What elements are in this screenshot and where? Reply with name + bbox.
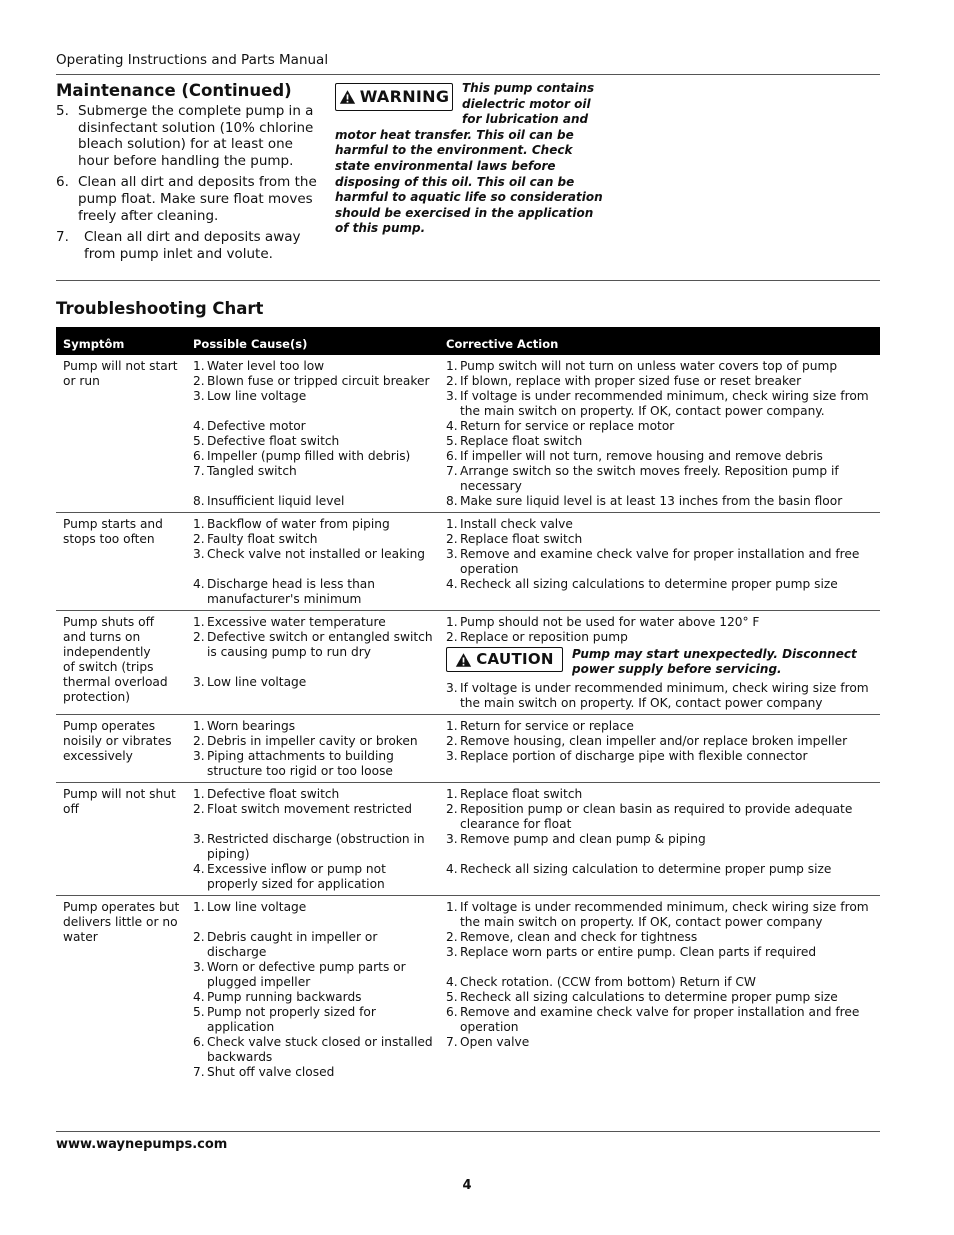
cause-item xyxy=(193,802,439,817)
action-item xyxy=(446,900,880,930)
cause-text: Low line voltage xyxy=(207,900,307,914)
cause-item xyxy=(193,434,439,449)
action-item xyxy=(446,615,880,630)
spacer xyxy=(193,479,439,494)
cause-number: 3. xyxy=(193,832,205,846)
cause-text: Insufficient liquid level xyxy=(207,494,345,508)
actions-cell xyxy=(439,719,880,779)
table-row xyxy=(56,513,880,611)
cause-number: 3. xyxy=(193,675,205,689)
action-text: Reposition pump or clean basin as required to provide adequate clearance for float xyxy=(460,802,853,831)
action-text: Check rotation. (CCW from bottom) Return if CW xyxy=(460,975,756,989)
page-number: 4 xyxy=(462,1178,472,1193)
action-text: Return for service or replace motor xyxy=(460,419,675,433)
warning-text: This pump contains dielectric motor oil for lubrication and motor heat transfer. This oil can be harmful to the environment. Check state environmental laws before disposing of this oil. This oil can be harmful to aquatic life so consideration should be exercised in the application of this pump. xyxy=(335,81,603,236)
action-number: 6. xyxy=(446,1005,458,1019)
spacer xyxy=(446,960,880,975)
cause-number: 8. xyxy=(193,494,205,508)
warning-notice xyxy=(335,81,605,237)
action-number: 4. xyxy=(446,862,458,876)
cause-number: 1. xyxy=(193,615,205,629)
action-item xyxy=(446,374,880,389)
action-item xyxy=(446,930,880,945)
cause-text: Excessive inflow or pump not properly sized for application xyxy=(207,862,386,891)
action-number: 3. xyxy=(446,389,458,403)
warning-badge: WARNING xyxy=(335,83,453,111)
cause-text: Float switch movement restricted xyxy=(207,802,413,816)
cause-number: 3. xyxy=(193,749,205,763)
website-link[interactable]: www.waynepumps.com xyxy=(56,1137,228,1152)
cause-text: Worn bearings xyxy=(207,719,296,733)
spacer xyxy=(193,817,439,832)
caution-badge xyxy=(446,647,563,672)
cause-text: Check valve not installed or leaking xyxy=(207,547,426,561)
action-item xyxy=(446,734,880,749)
cause-number: 2. xyxy=(193,630,205,644)
cause-number: 4. xyxy=(193,419,205,433)
action-text: If voltage is under recommended minimum, check wiring size from the main switch on property. If OK, contact power company xyxy=(460,900,869,929)
cause-text: Pump running backwards xyxy=(207,990,362,1004)
action-item xyxy=(446,681,880,711)
cause-number: 7. xyxy=(193,1065,205,1079)
maintenance-steps xyxy=(56,103,324,262)
action-text: Replace float switch xyxy=(460,532,583,546)
cause-number: 7. xyxy=(193,464,205,478)
action-number: 6. xyxy=(446,449,458,463)
cause-number: 1. xyxy=(193,359,205,373)
causes-cell xyxy=(186,719,439,779)
spacer xyxy=(193,562,439,577)
action-text: If voltage is under recommended minimum, check wiring size from the main switch on property. If OK, contact power company. xyxy=(460,389,869,418)
causes-cell xyxy=(186,517,439,607)
symptom-cell: Pump will not start or run xyxy=(63,359,178,388)
cause-text: Water level too low xyxy=(207,359,325,373)
action-text: Replace worn parts or entire pump. Clean parts if required xyxy=(460,945,817,959)
action-number: 2. xyxy=(446,630,458,644)
symptom-cell: Pump will not shut off xyxy=(63,787,176,816)
caution-text: Pump may start unexpectedly. Disconnect power supply before servicing. xyxy=(572,647,857,676)
action-number: 2. xyxy=(446,532,458,546)
action-text: Arrange switch so the switch moves freely. Reposition pump if necessary xyxy=(460,464,839,493)
cause-number: 1. xyxy=(193,719,205,733)
maintenance-title: Maintenance (Continued) xyxy=(56,81,292,100)
action-text: Recheck all sizing calculations to determine proper pump size xyxy=(460,990,838,1004)
cause-item xyxy=(193,494,439,509)
cause-text: Defective motor xyxy=(207,419,306,433)
document-header: Operating Instructions and Parts Manual xyxy=(56,52,329,68)
cause-number: 2. xyxy=(193,802,205,816)
action-number: 3. xyxy=(446,547,458,561)
causes-cell xyxy=(186,615,439,711)
cause-number: 4. xyxy=(193,990,205,1004)
cause-item xyxy=(193,675,439,690)
cause-item xyxy=(193,1035,439,1065)
cause-text: Backflow of water from piping xyxy=(207,517,390,531)
table-row xyxy=(56,611,880,715)
action-text: Remove, clean and check for tightness xyxy=(460,930,698,944)
spacer xyxy=(193,404,439,419)
action-item xyxy=(446,419,880,434)
troubleshooting-title: Troubleshooting Chart xyxy=(56,299,264,318)
cause-number: 1. xyxy=(193,517,205,531)
action-item xyxy=(446,787,880,802)
maintenance-step: 5. Submerge the complete pump in a disinfectant solution (10% chlorine bleach solution) for at least one hour before handling the pump. xyxy=(56,103,314,169)
cause-item xyxy=(193,517,439,532)
action-item xyxy=(446,577,880,592)
actions-cell xyxy=(439,787,880,892)
cause-item xyxy=(193,359,439,374)
action-item xyxy=(446,449,880,464)
action-item xyxy=(446,494,880,509)
causes-cell xyxy=(186,359,439,509)
causes-cell xyxy=(186,787,439,892)
caution-notice xyxy=(446,647,880,677)
cause-text: Pump not properly sized for application xyxy=(207,1005,376,1034)
table-row xyxy=(56,783,880,896)
maintenance-step: 6. Clean all dirt and deposits from the pump float. Make sure float moves freely after cleaning. xyxy=(56,174,317,224)
caution-label: CAUTION xyxy=(476,650,554,668)
table-row xyxy=(56,355,880,513)
cause-text: Debris caught in impeller or discharge xyxy=(207,930,378,959)
cause-text: Debris in impeller cavity or broken xyxy=(207,734,418,748)
footer-divider xyxy=(56,1131,880,1132)
action-text: Replace or reposition pump xyxy=(460,630,628,644)
cause-number: 2. xyxy=(193,930,205,944)
cause-item xyxy=(193,960,439,990)
action-number: 1. xyxy=(446,359,458,373)
symptom-cell: Pump operates noisily or vibrates excessively xyxy=(63,719,172,763)
cause-number: 3. xyxy=(193,960,205,974)
cause-number: 1. xyxy=(193,787,205,801)
action-item xyxy=(446,547,880,577)
action-text: Return for service or replace xyxy=(460,719,634,733)
cause-text: Defective float switch xyxy=(207,434,340,448)
table-row xyxy=(56,715,880,783)
action-number: 3. xyxy=(446,832,458,846)
action-number: 2. xyxy=(446,374,458,388)
cause-number: 5. xyxy=(193,434,205,448)
action-text: If impeller will not turn, remove housing and remove debris xyxy=(460,449,823,463)
action-item xyxy=(446,630,880,645)
action-text: Open valve xyxy=(460,1035,530,1049)
cause-text: Impeller (pump filled with debris) xyxy=(207,449,411,463)
warning-triangle-icon xyxy=(339,89,356,105)
action-item xyxy=(446,832,880,847)
cause-text: Low line voltage xyxy=(207,389,307,403)
section-divider xyxy=(56,280,880,281)
cause-number: 1. xyxy=(193,900,205,914)
action-item xyxy=(446,464,880,494)
cause-item xyxy=(193,389,439,404)
action-number: 4. xyxy=(446,975,458,989)
action-text: Recheck all sizing calculations to determine proper pump size xyxy=(460,577,838,591)
cause-item xyxy=(193,900,439,915)
cause-number: 5. xyxy=(193,1005,205,1019)
symptom-cell: Pump operates but delivers little or no water xyxy=(63,900,180,944)
cause-item xyxy=(193,787,439,802)
cause-item xyxy=(193,577,439,607)
header-actions: Corrective Action xyxy=(446,337,559,351)
cause-text: Defective float switch xyxy=(207,787,340,801)
action-text: Remove and examine check valve for proper installation and free operation xyxy=(460,547,860,576)
action-text: If blown, replace with proper sized fuse or reset breaker xyxy=(460,374,802,388)
action-item xyxy=(446,359,880,374)
cause-number: 6. xyxy=(193,1035,205,1049)
action-number: 5. xyxy=(446,990,458,1004)
action-item xyxy=(446,990,880,1005)
cause-text: Blown fuse or tripped circuit breaker xyxy=(207,374,430,388)
action-number: 1. xyxy=(446,900,458,914)
cause-item xyxy=(193,734,439,749)
spacer xyxy=(193,915,439,930)
cause-item xyxy=(193,615,439,630)
action-item xyxy=(446,434,880,449)
spacer xyxy=(446,847,880,862)
action-number: 1. xyxy=(446,787,458,801)
cause-text: Discharge head is less than manufacturer's minimum xyxy=(207,577,375,606)
action-text: Pump switch will not turn on unless water covers top of pump xyxy=(460,359,838,373)
cause-item xyxy=(193,1005,439,1035)
table-body xyxy=(56,355,880,1083)
action-item xyxy=(446,975,880,990)
action-number: 2. xyxy=(446,734,458,748)
action-text: Remove housing, clean impeller and/or replace broken impeller xyxy=(460,734,848,748)
action-item xyxy=(446,749,880,764)
action-number: 3. xyxy=(446,681,458,695)
cause-number: 2. xyxy=(193,532,205,546)
action-item xyxy=(446,389,880,419)
cause-text: Restricted discharge (obstruction in piping) xyxy=(207,832,425,861)
spacer xyxy=(193,660,439,675)
action-text: Replace portion of discharge pipe with flexible connector xyxy=(460,749,808,763)
action-number: 8. xyxy=(446,494,458,508)
cause-number: 4. xyxy=(193,862,205,876)
action-text: Replace float switch xyxy=(460,434,583,448)
cause-number: 3. xyxy=(193,547,205,561)
cause-item xyxy=(193,862,439,892)
action-item xyxy=(446,532,880,547)
cause-item xyxy=(193,630,439,660)
action-number: 3. xyxy=(446,749,458,763)
action-text: If voltage is under recommended minimum, check wiring size from the main switch on property. If OK, contact power company xyxy=(460,681,869,710)
maintenance-section xyxy=(56,81,324,267)
cause-number: 2. xyxy=(193,734,205,748)
action-number: 2. xyxy=(446,802,458,816)
actions-cell xyxy=(439,615,880,711)
cause-text: Defective switch or entangled switch is causing pump to run dry xyxy=(207,630,433,659)
actions-cell xyxy=(439,359,880,509)
action-text: Make sure liquid level is at least 13 inches from the basin floor xyxy=(460,494,843,508)
cause-text: Shut off valve closed xyxy=(207,1065,335,1079)
cause-item xyxy=(193,532,439,547)
action-number: 7. xyxy=(446,1035,458,1049)
symptom-cell: Pump starts and stops too often xyxy=(63,517,163,546)
cause-item xyxy=(193,449,439,464)
cause-item xyxy=(193,990,439,1005)
causes-cell xyxy=(186,900,439,1080)
cause-text: Piping attachments to building structure too rigid or too loose xyxy=(207,749,394,778)
caution-triangle-icon xyxy=(455,652,472,668)
cause-number: 4. xyxy=(193,577,205,591)
cause-text: Excessive water temperature xyxy=(207,615,386,629)
cause-item xyxy=(193,464,439,479)
action-number: 1. xyxy=(446,719,458,733)
action-number: 4. xyxy=(446,577,458,591)
action-number: 1. xyxy=(446,615,458,629)
cause-item xyxy=(193,374,439,389)
action-number: 5. xyxy=(446,434,458,448)
action-text: Install check valve xyxy=(460,517,573,531)
cause-item xyxy=(193,832,439,862)
table-header xyxy=(56,327,880,355)
cause-number: 6. xyxy=(193,449,205,463)
cause-item xyxy=(193,749,439,779)
cause-text: Worn or defective pump parts or plugged impeller xyxy=(207,960,406,989)
cause-item xyxy=(193,930,439,960)
action-number: 2. xyxy=(446,930,458,944)
action-item xyxy=(446,1035,880,1050)
action-number: 3. xyxy=(446,945,458,959)
action-item xyxy=(446,802,880,832)
header-causes: Possible Cause(s) xyxy=(193,337,308,351)
action-item xyxy=(446,1005,880,1035)
header-symptom: Symptôm xyxy=(63,337,125,351)
action-text: Remove and examine check valve for proper installation and free operation xyxy=(460,1005,860,1034)
symptom-cell: Pump shuts off and turns on independently of switch (trips thermal overload protection) xyxy=(63,615,168,704)
maintenance-step: 7. Clean all dirt and deposits away from pump inlet and volute. xyxy=(56,229,301,262)
cause-item xyxy=(193,547,439,562)
actions-cell xyxy=(439,900,880,1080)
action-text: Replace float switch xyxy=(460,787,583,801)
cause-number: 2. xyxy=(193,374,205,388)
cause-number: 3. xyxy=(193,389,205,403)
action-item xyxy=(446,517,880,532)
cause-text: Check valve stuck closed or installed backwards xyxy=(207,1035,433,1064)
cause-text: Low line voltage xyxy=(207,675,307,689)
cause-text: Tangled switch xyxy=(207,464,297,478)
cause-item xyxy=(193,1065,439,1080)
cause-item xyxy=(193,719,439,734)
table-row xyxy=(56,896,880,1083)
actions-cell xyxy=(439,517,880,607)
action-number: 7. xyxy=(446,464,458,478)
cause-item xyxy=(193,419,439,434)
action-item xyxy=(446,719,880,734)
action-number: 1. xyxy=(446,517,458,531)
action-item xyxy=(446,862,880,877)
cause-text: Faulty float switch xyxy=(207,532,318,546)
action-item xyxy=(446,945,880,960)
action-number: 4. xyxy=(446,419,458,433)
header-divider xyxy=(56,74,880,75)
action-text: Recheck all sizing calculation to determine proper pump size xyxy=(460,862,832,876)
action-text: Pump should not be used for water above 120° F xyxy=(460,615,760,629)
troubleshooting-table xyxy=(56,327,880,1083)
action-text: Remove pump and clean pump & piping xyxy=(460,832,706,846)
